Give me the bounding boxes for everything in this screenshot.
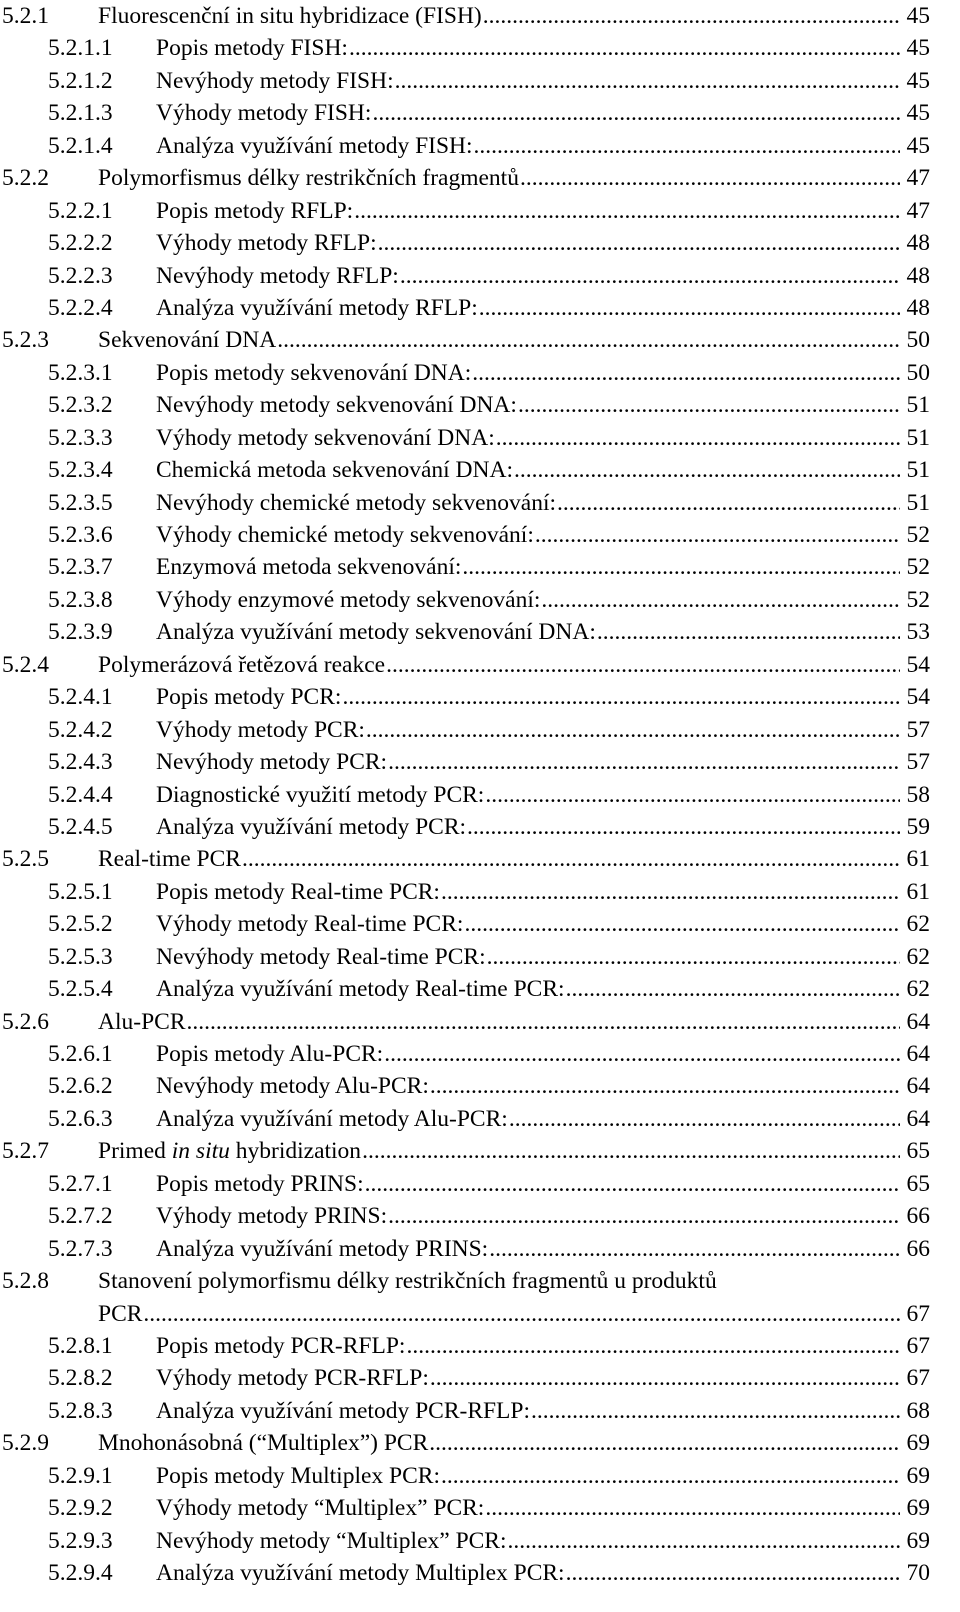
- dot-leader: [486, 941, 900, 973]
- toc-entry[interactable]: [0, 908, 960, 940]
- toc-entry-page: 66: [906, 1203, 930, 1230]
- toc-entry-title: Popis metody RFLP:: [156, 197, 354, 224]
- dot-leader: [596, 616, 900, 648]
- toc-entry-page: 67: [906, 1365, 930, 1392]
- toc-entry-title: Nevýhody metody RFLP:: [156, 262, 399, 289]
- dot-leader: [387, 1200, 900, 1232]
- toc-entry-page: 64: [906, 1105, 930, 1132]
- toc-entry-page: 47: [906, 197, 930, 224]
- toc-entry[interactable]: [0, 0, 960, 32]
- dot-leader: [540, 584, 900, 616]
- toc-entry[interactable]: [0, 32, 960, 64]
- toc-entry-number: 5.2.5.3: [48, 943, 113, 970]
- toc-entry-page: 66: [906, 1235, 930, 1262]
- toc-entry-page: 57: [906, 716, 930, 743]
- toc-entry-number: 5.2.3.8: [48, 586, 113, 613]
- toc-entry-number: 5.2.3.6: [48, 522, 113, 548]
- toc-entry-number: 5.2.2.3: [48, 262, 113, 289]
- toc-entry-number: 5.2.2.4: [48, 294, 113, 321]
- toc-entry-number: 5.2.3.3: [48, 424, 113, 451]
- toc-entry-page: 61: [906, 846, 930, 873]
- toc-entry-number: 5.2.6.1: [48, 1041, 113, 1067]
- toc-entry-title: Výhody metody PCR:: [156, 716, 365, 743]
- toc-entry-title-part: hybridization: [229, 1138, 362, 1165]
- dot-leader: [513, 454, 900, 486]
- dot-leader: [495, 422, 900, 454]
- toc-entry-title: Analýza využívání metody RFLP:: [156, 294, 478, 321]
- toc-entry-number: 5.2.7.2: [48, 1203, 113, 1230]
- toc-entry-title: Popis metody PCR:: [156, 684, 342, 711]
- toc-entry-number: 5.2.6.3: [48, 1105, 113, 1132]
- dot-leader: [385, 649, 900, 681]
- dot-leader: [394, 65, 900, 97]
- dot-leader: [517, 389, 900, 421]
- toc-entry-title: Výhody metody sekvenování DNA:: [156, 424, 495, 451]
- toc-entry[interactable]: [0, 1038, 960, 1070]
- toc-entry-number: 5.2.6.2: [48, 1073, 113, 1100]
- toc-entry-title: Výhody metody PCR-RFLP:: [156, 1365, 429, 1392]
- dot-leader: [508, 1103, 900, 1135]
- toc-entry[interactable]: [0, 389, 960, 421]
- toc-entry[interactable]: [0, 1492, 960, 1524]
- toc-entry-title: Alu-PCR: [98, 1008, 186, 1035]
- dot-leader: [429, 1362, 900, 1394]
- toc-entry[interactable]: [0, 973, 960, 1005]
- toc-entry-page: 52: [906, 554, 930, 581]
- toc-entry-page: 51: [906, 489, 930, 516]
- toc-entry-title-continuation: PCR: [98, 1300, 143, 1327]
- toc-entry-number: 5.2.1.3: [48, 100, 113, 127]
- toc-entry-page: 64: [906, 1008, 930, 1035]
- toc-entry-page: 62: [906, 976, 930, 1003]
- toc-entry-number: 5.2.4.4: [48, 781, 113, 808]
- toc-entry-title: Fluorescenční in situ hybridizace (FISH): [98, 3, 482, 29]
- toc-entry-title: Výhody metody “Multiplex” PCR:: [156, 1495, 485, 1522]
- toc-entry-page: 50: [906, 327, 930, 354]
- toc-entry-page: 45: [906, 67, 930, 94]
- toc-entry-number: 5.2.3.1: [48, 359, 113, 386]
- dot-leader: [241, 843, 900, 875]
- toc-entry[interactable]: [0, 1265, 960, 1297]
- toc-entry-number: 5.2.5.2: [48, 911, 113, 938]
- toc-entry[interactable]: [0, 357, 960, 389]
- toc-entry-title: Real-time PCR: [98, 846, 241, 873]
- toc-entry-title: Analýza využívání metody PCR:: [156, 813, 467, 840]
- dot-leader: [377, 227, 900, 259]
- toc-entry-page: 54: [906, 684, 930, 711]
- toc-entry-number: 5.2.1: [2, 3, 49, 29]
- toc-entry-number: 5.2.2.1: [48, 197, 113, 224]
- dot-leader: [353, 195, 900, 227]
- toc-entry-page: 58: [906, 781, 930, 808]
- toc-entry[interactable]: [0, 1200, 960, 1232]
- toc-entry-title: Mnohonásobná (“Multiplex”) PCR: [98, 1430, 429, 1457]
- toc-entry-number: 5.2.2: [2, 165, 49, 192]
- toc-entry[interactable]: [0, 746, 960, 778]
- toc-entry-number: 5.2.8: [2, 1268, 49, 1295]
- toc-entry-title: Stanovení polymorfismu délky restrikčních fragmentů u produktů: [98, 1268, 717, 1295]
- toc-entry-number: 5.2.7.3: [48, 1235, 113, 1262]
- toc-entry[interactable]: [0, 260, 960, 292]
- dot-leader: [484, 1492, 900, 1524]
- dot-leader: [519, 162, 900, 194]
- toc-entry[interactable]: [0, 1233, 960, 1265]
- toc-entry[interactable]: [0, 649, 960, 681]
- dot-leader: [428, 1427, 900, 1459]
- dot-leader: [488, 1233, 900, 1265]
- toc-entry[interactable]: [0, 1427, 960, 1459]
- toc-entry-title: Analýza využívání metody Real-time PCR:: [156, 976, 565, 1003]
- toc-entry-page: 45: [906, 35, 930, 62]
- toc-entry-page: 50: [906, 359, 930, 386]
- toc-entry-title: Výhody enzymové metody sekvenování:: [156, 586, 541, 613]
- toc-entry-title: Analýza využívání metody PRINS:: [156, 1235, 489, 1262]
- dot-leader: [341, 681, 900, 713]
- toc-entry-number: 5.2.9.3: [48, 1527, 113, 1554]
- toc-entry-title-italic: in situ: [171, 1138, 230, 1165]
- toc-entry[interactable]: [0, 1460, 960, 1492]
- toc-entry-title: Popis metody PCR-RFLP:: [156, 1332, 406, 1359]
- toc-entry-number: 5.2.4.1: [48, 684, 113, 711]
- toc-entry-title: Analýza využívání metody sekvenování DNA:: [156, 619, 596, 646]
- dot-leader: [473, 130, 900, 162]
- toc-entry-title: Analýza využívání metody FISH:: [156, 132, 473, 159]
- toc-entry-number: 5.2.9.1: [48, 1462, 113, 1489]
- toc-entry-page: 67: [906, 1300, 930, 1327]
- toc-entry-number: 5.2.4.2: [48, 716, 113, 743]
- toc-entry[interactable]: [0, 130, 960, 162]
- toc-entry-title: Chemická metoda sekvenování DNA:: [156, 457, 513, 484]
- toc-entry-title: Diagnostické využití metody PCR:: [156, 781, 485, 808]
- toc-entry-page: 65: [906, 1170, 930, 1197]
- toc-entry-title: Výhody metody FISH:: [156, 100, 372, 127]
- toc-entry[interactable]: [0, 1395, 960, 1427]
- toc-entry[interactable]: [0, 422, 960, 454]
- dot-leader: [565, 1557, 900, 1589]
- toc-entry-page: 48: [906, 294, 930, 321]
- toc-entry-page: 52: [906, 522, 930, 548]
- toc-entry[interactable]: [0, 1557, 960, 1589]
- toc-entry-page: 45: [906, 3, 930, 29]
- dot-leader: [399, 260, 900, 292]
- toc-entry-number: 5.2.3.5: [48, 489, 113, 516]
- toc-entry-page: 48: [906, 262, 930, 289]
- toc-entry-title: Popis metody Real-time PCR:: [156, 878, 440, 905]
- toc-entry[interactable]: [0, 1168, 960, 1200]
- toc-entry[interactable]: [0, 584, 960, 616]
- toc-entry-title: Nevýhody metody sekvenování DNA:: [156, 392, 517, 419]
- dot-leader: [482, 0, 900, 32]
- toc-entry-title: Popis metody FISH:: [156, 35, 348, 62]
- dot-leader: [276, 324, 900, 356]
- dot-leader: [478, 292, 900, 324]
- toc-entry[interactable]: [0, 324, 960, 356]
- toc-entry-page: 53: [906, 619, 930, 646]
- dot-leader: [365, 714, 900, 746]
- toc-entry-number: 5.2.1.4: [48, 132, 113, 159]
- dot-leader: [405, 1330, 900, 1362]
- toc-entry-number: 5.2.4.3: [48, 749, 113, 776]
- toc-entry[interactable]: [0, 941, 960, 973]
- toc-entry-title: Nevýhody metody Alu-PCR:: [156, 1073, 429, 1100]
- toc-entry[interactable]: [0, 1006, 960, 1038]
- toc-entry-title: Nevýhody metody FISH:: [156, 67, 394, 94]
- toc-entry[interactable]: [0, 811, 960, 843]
- toc-entry-page: 64: [906, 1073, 930, 1100]
- toc-entry-page: 45: [906, 100, 930, 127]
- toc-entry[interactable]: [0, 1525, 960, 1557]
- toc-entry-page: 61: [906, 878, 930, 905]
- toc-entry[interactable]: [0, 843, 960, 875]
- toc-entry-page: 69: [906, 1462, 930, 1489]
- dot-leader: [440, 1460, 900, 1492]
- toc-entry[interactable]: [0, 454, 960, 486]
- toc-entry[interactable]: [0, 162, 960, 194]
- toc-entry[interactable]: [0, 1070, 960, 1102]
- toc-entry-page: 64: [906, 1041, 930, 1067]
- dot-leader: [534, 519, 900, 551]
- toc-entry-page: 70: [906, 1560, 930, 1586]
- dot-leader: [383, 1038, 900, 1070]
- toc-entry-title: Popis metody Alu-PCR:: [156, 1041, 384, 1067]
- dot-leader: [484, 779, 900, 811]
- toc-entry-number: 5.2.5.1: [48, 878, 113, 905]
- toc-entry-number: 5.2.1.1: [48, 35, 113, 62]
- toc-entry-number: 5.2.3.2: [48, 392, 113, 419]
- toc-entry-page: 51: [906, 424, 930, 451]
- toc-entry[interactable]: [0, 1330, 960, 1362]
- dot-leader: [440, 876, 900, 908]
- dot-leader: [565, 973, 900, 1005]
- dot-leader: [371, 97, 900, 129]
- toc-entry[interactable]: [0, 1135, 960, 1167]
- toc-entry[interactable]: [0, 551, 960, 583]
- toc-entry-page: 65: [906, 1138, 930, 1165]
- toc-entry-page: 51: [906, 392, 930, 419]
- toc-entry-title: Analýza využívání metody Multiplex PCR:: [156, 1560, 565, 1586]
- toc-entry-continuation[interactable]: [0, 1298, 960, 1330]
- toc-entry-number: 5.2.5: [2, 846, 49, 873]
- toc-entry-title: Výhody metody Real-time PCR:: [156, 911, 464, 938]
- toc-entry-page: 48: [906, 230, 930, 257]
- toc-entry[interactable]: [0, 616, 960, 648]
- toc-entry-page: 54: [906, 651, 930, 678]
- toc-entry[interactable]: [0, 195, 960, 227]
- toc-entry-title: Nevýhody metody Real-time PCR:: [156, 943, 486, 970]
- dot-leader: [361, 1135, 900, 1167]
- toc-entry-title: Polymorfismus délky restrikčních fragmentů: [98, 165, 519, 192]
- dot-leader: [466, 811, 900, 843]
- dot-leader: [471, 357, 900, 389]
- toc-entry[interactable]: [0, 714, 960, 746]
- dot-leader: [387, 746, 900, 778]
- toc-entry[interactable]: [0, 97, 960, 129]
- toc-entry-page: 69: [906, 1527, 930, 1554]
- toc-entry-title: Nevýhody metody “Multiplex” PCR:: [156, 1527, 507, 1554]
- toc-entry-title: Popis metody sekvenování DNA:: [156, 359, 472, 386]
- dot-leader: [186, 1006, 901, 1038]
- dot-leader: [142, 1298, 900, 1330]
- toc-entry-title: Výhody metody PRINS:: [156, 1203, 388, 1230]
- toc-entry-title: [98, 1135, 361, 1167]
- toc-entry[interactable]: [0, 681, 960, 713]
- toc-entry-title: Analýza využívání metody Alu-PCR:: [156, 1105, 508, 1132]
- dot-leader: [463, 908, 900, 940]
- toc-entry[interactable]: [0, 292, 960, 324]
- toc-entry-title: Nevýhody chemické metody sekvenování:: [156, 489, 557, 516]
- toc-entry-title: Analýza využívání metody PCR-RFLP:: [156, 1397, 531, 1424]
- toc-entry-title: Popis metody PRINS:: [156, 1170, 364, 1197]
- dot-leader: [530, 1395, 900, 1427]
- toc-entry-number: 5.2.3.9: [48, 619, 113, 646]
- toc-entry-page: 45: [906, 132, 930, 159]
- toc-entry-number: 5.2.8.2: [48, 1365, 113, 1392]
- toc-entry[interactable]: [0, 487, 960, 519]
- toc-entry-page: 47: [906, 165, 930, 192]
- toc-entry-page: 69: [906, 1430, 930, 1457]
- toc-entry-page: 59: [906, 813, 930, 840]
- toc-entry[interactable]: [0, 65, 960, 97]
- toc-entry-title: Enzymová metoda sekvenování:: [156, 554, 462, 581]
- toc-entry-number: 5.2.3.7: [48, 554, 113, 581]
- toc-entry[interactable]: [0, 779, 960, 811]
- toc-entry-page: 69: [906, 1495, 930, 1522]
- dot-leader: [364, 1168, 900, 1200]
- toc-entry[interactable]: [0, 1362, 960, 1394]
- toc-entry-title: Výhody metody RFLP:: [156, 230, 377, 257]
- toc-entry-number: 5.2.6: [2, 1008, 49, 1035]
- toc-entry-title: Výhody chemické metody sekvenování:: [156, 522, 534, 548]
- dot-leader: [507, 1525, 900, 1557]
- dot-leader: [348, 32, 900, 64]
- toc-entry[interactable]: [0, 519, 960, 551]
- toc-entry-number: 5.2.5.4: [48, 976, 113, 1003]
- toc-entry[interactable]: [0, 876, 960, 908]
- toc-entry-page: 62: [906, 943, 930, 970]
- toc-entry-page: 57: [906, 749, 930, 776]
- toc-entry-number: 5.2.4.5: [48, 813, 113, 840]
- toc-entry-number: 5.2.7: [2, 1138, 49, 1165]
- toc-entry-page: 68: [906, 1397, 930, 1424]
- toc-entry-number: 5.2.7.1: [48, 1170, 113, 1197]
- toc-entry-page: 67: [906, 1332, 930, 1359]
- toc-entry-number: 5.2.9: [2, 1430, 49, 1457]
- dot-leader: [461, 551, 900, 583]
- toc-entry-number: 5.2.2.2: [48, 230, 113, 257]
- toc-entry-title-part: Primed: [98, 1138, 172, 1165]
- toc-entry-page: 51: [906, 457, 930, 484]
- dot-leader: [556, 487, 900, 519]
- toc-entry[interactable]: [0, 1103, 960, 1135]
- toc-entry-number: 5.2.9.4: [48, 1560, 113, 1586]
- toc-entry-number: 5.2.9.2: [48, 1495, 113, 1522]
- toc-entry-number: 5.2.1.2: [48, 67, 113, 94]
- toc-entry-number: 5.2.4: [2, 651, 49, 678]
- toc-entry-title: Polymerázová řetězová reakce: [98, 651, 386, 678]
- toc-entry-page: 52: [906, 586, 930, 613]
- toc-entry-number: 5.2.3: [2, 327, 49, 354]
- toc-entry-number: 5.2.3.4: [48, 457, 113, 484]
- toc-entry-title: Popis metody Multiplex PCR:: [156, 1462, 440, 1489]
- toc-entry-title: Nevýhody metody PCR:: [156, 749, 388, 776]
- toc-entry-title: Sekvenování DNA: [98, 327, 277, 354]
- dot-leader: [429, 1070, 900, 1102]
- toc-entry[interactable]: [0, 227, 960, 259]
- toc-entry-number: 5.2.8.3: [48, 1397, 113, 1424]
- toc-entry-page: 62: [906, 911, 930, 938]
- toc-entry-number: 5.2.8.1: [48, 1332, 113, 1359]
